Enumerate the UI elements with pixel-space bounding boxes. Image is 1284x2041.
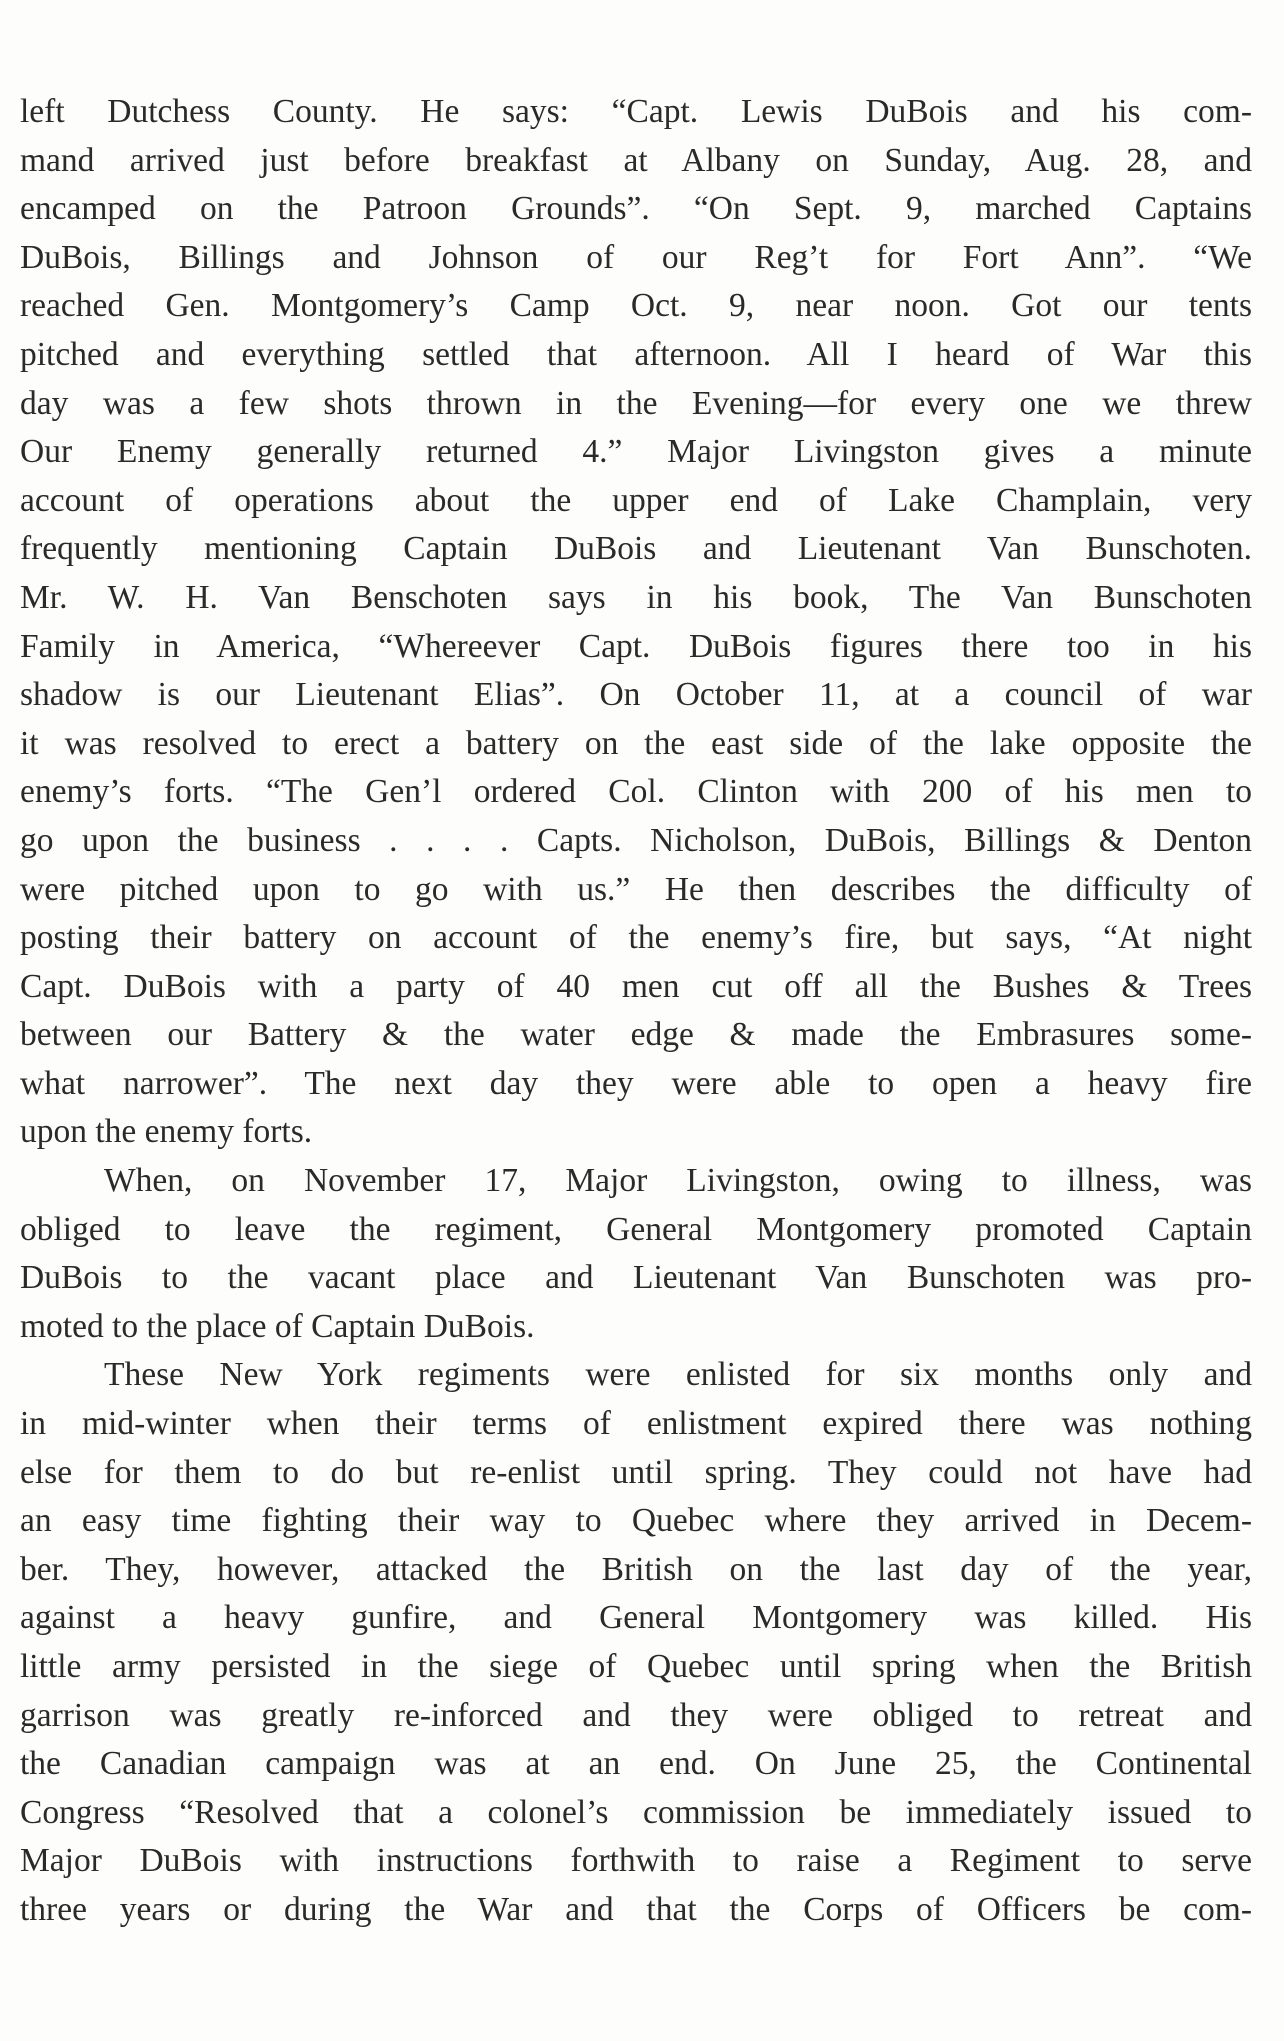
- text-line: When, on November 17, Major Livingston, owing to illness, was: [104, 1162, 1252, 1200]
- text-line: account of operations about the upper end of Lake Champlain, very: [20, 481, 1252, 519]
- text-line: ber. They, however, attacked the British on the last day of the year,: [20, 1550, 1252, 1588]
- text-line: Congress “Resolved that a colonel’s commission be immediately issued to: [20, 1793, 1252, 1831]
- text-line: Mr. W. H. Van Benschoten says in his book, The Van Bunschoten: [20, 578, 1252, 616]
- text-line: pitched and everything settled that afternoon. All I heard of War this: [20, 335, 1252, 373]
- text-line: go upon the business . . . . Capts. Nicholson, DuBois, Billings & Denton: [20, 821, 1252, 859]
- text-line: were pitched upon to go with us.” He then describes the difficulty of: [20, 870, 1252, 908]
- text-line: mand arrived just before breakfast at Albany on Sunday, Aug. 28, and: [20, 141, 1252, 179]
- text-line: left Dutchess County. He says: “Capt. Lewis DuBois and his com-: [20, 93, 1252, 130]
- text-line: little army persisted in the siege of Quebec until spring when the British: [20, 1648, 1252, 1685]
- text-line: enemy’s forts. “The Gen’l ordered Col. Clinton with 200 of his men to: [20, 773, 1252, 811]
- text-line: Capt. DuBois with a party of 40 men cut off all the Bushes & Trees: [20, 967, 1252, 1005]
- text-line: These New York regiments were enlisted for six months only and: [104, 1356, 1252, 1394]
- text-line: an easy time fighting their way to Quebec where they arrived in Decem-: [20, 1502, 1252, 1540]
- text-line: against a heavy gunfire, and General Montgomery was killed. His: [20, 1599, 1252, 1637]
- text-line: in mid-winter when their terms of enlistment expired there was nothing: [20, 1405, 1252, 1443]
- text-line: three years or during the War and that the Corps of Officers be com-: [20, 1890, 1252, 1928]
- text-line: obliged to leave the regiment, General Montgomery promoted Captain: [20, 1210, 1252, 1248]
- text-line: DuBois, Billings and Johnson of our Reg’t for Fort Ann”. “We: [20, 238, 1252, 276]
- paragraph-2: [20, 1157, 1252, 1351]
- text-line: between our Battery & the water edge & made the Embrasures some-: [20, 1016, 1252, 1054]
- text-line: DuBois to the vacant place and Lieutenant Van Bunschoten was pro-: [20, 1259, 1252, 1297]
- text-line: shadow is our Lieutenant Elias”. On October 11, at a council of war: [20, 676, 1252, 714]
- text-line: moted to the place of Captain DuBois.: [20, 1307, 535, 1345]
- paragraph-3: [20, 1351, 1252, 1934]
- text-line: else for them to do but re-enlist until spring. They could not have had: [20, 1453, 1252, 1491]
- text-line: what narrower”. The next day they were able to open a heavy fire: [20, 1064, 1252, 1102]
- text-line: the Canadian campaign was at an end. On June 25, the Continental: [20, 1745, 1252, 1783]
- text-line: day was a few shots thrown in the Evening—for every one we threw: [20, 384, 1252, 422]
- body-text: [20, 88, 1252, 1935]
- text-line: Our Enemy generally returned 4.” Major Livingston gives a minute: [20, 433, 1252, 471]
- text-line: garrison was greatly re-inforced and they were obliged to retreat and: [20, 1696, 1252, 1734]
- text-line: it was resolved to erect a battery on the east side of the lake opposite the: [20, 724, 1252, 762]
- text-line: Major DuBois with instructions forthwith to raise a Regiment to serve: [20, 1842, 1252, 1880]
- text-line: posting their battery on account of the enemy’s fire, but says, “At night: [20, 919, 1252, 957]
- text-line: reached Gen. Montgomery’s Camp Oct. 9, near noon. Got our tents: [20, 287, 1252, 325]
- text-line: frequently mentioning Captain DuBois and Lieutenant Van Bunschoten.: [20, 530, 1252, 568]
- text-line: Family in America, “Whereever Capt. DuBois figures there too in his: [20, 627, 1252, 665]
- text-line: upon the enemy forts.: [20, 1113, 313, 1151]
- text-line: encamped on the Patroon Grounds”. “On Sept. 9, marched Captains: [20, 190, 1252, 228]
- paragraph-1: [20, 88, 1252, 1157]
